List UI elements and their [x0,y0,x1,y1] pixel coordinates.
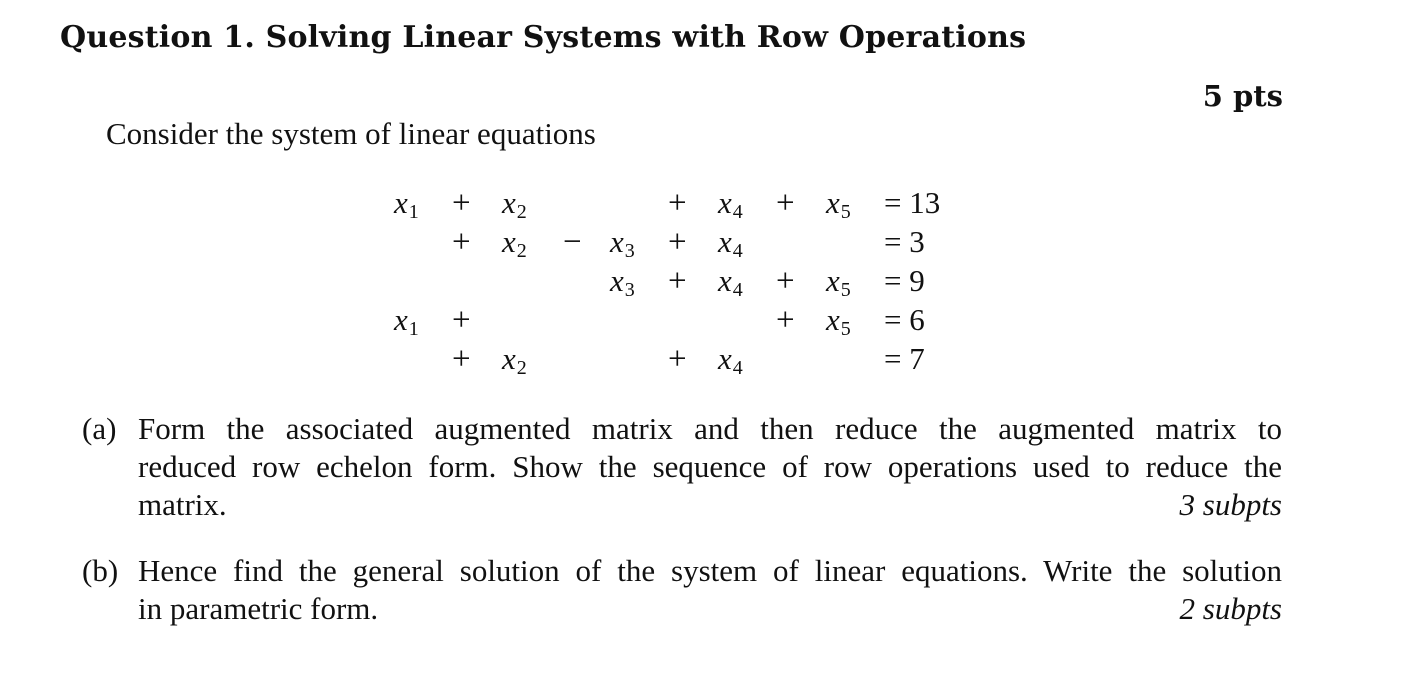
variable-symbol: x [826,263,840,298]
variable-symbol: x [718,263,732,298]
equation-rhs: = 7 [884,341,925,376]
variable-subscript: 1 [408,201,419,223]
equation-row [0,262,1000,300]
variable-x4 [718,262,743,309]
variable-subscript: 2 [516,201,527,223]
equation-row [0,184,1000,222]
operator-op3: + [668,185,687,221]
variable-symbol: x [610,224,624,259]
operator-op4: + [776,185,795,221]
equation-row [0,301,1000,339]
variable-subscript: 5 [840,318,851,340]
operator-op3: + [668,263,687,299]
variable-x2 [502,340,527,387]
variable-x1 [394,340,395,387]
variable-subscript: 4 [732,357,743,379]
variable-x2 [502,301,503,348]
variable-symbol: x [394,302,408,337]
variable-x4 [718,301,719,348]
part-b-label: (b) [82,553,119,588]
variable-symbol: x [394,185,408,220]
variable-x5 [826,340,827,387]
variable-x5 [826,184,851,231]
operator-op1: + [452,185,471,221]
operator-op4: + [776,263,795,299]
part-a-label: (a) [82,411,117,446]
variable-subscript: 5 [840,201,851,223]
variable-subscript: 2 [516,240,527,262]
variable-x3 [610,223,635,270]
variable-subscript: 4 [732,201,743,223]
variable-x1 [394,301,419,348]
variable-symbol: x [718,341,732,376]
operator-op1: + [452,341,471,377]
operator-op2: − [563,224,582,260]
equation-rhs: = 9 [884,263,925,298]
variable-subscript: 2 [516,357,527,379]
question-intro: Consider the system of linear equations [106,116,596,151]
variable-x1 [394,262,395,309]
variable-symbol: x [718,224,732,259]
question-points: 5 pts [1202,79,1283,113]
variable-symbol: x [502,224,516,259]
variable-symbol: x [502,341,516,376]
part-b-subpoints: 2 subpts [1179,591,1282,626]
equation-rhs: = 13 [884,185,941,220]
variable-x5 [826,223,827,270]
variable-subscript: 5 [840,279,851,301]
variable-subscript: 1 [408,318,419,340]
variable-x4 [718,340,743,387]
variable-x3 [610,184,611,231]
variable-x5 [826,301,851,348]
equation-row [0,223,1000,261]
part-b-line: in parametric form. [138,591,379,626]
variable-x3 [610,301,611,348]
part-a-line: Form the associated augmented matrix and then reduce the augmented matrix to [138,411,1282,446]
equation-rhs: = 3 [884,224,925,259]
part-a-line: matrix. [138,487,227,522]
variable-x1 [394,223,395,270]
operator-op3: + [668,341,687,377]
variable-subscript: 4 [732,279,743,301]
variable-symbol: x [718,185,732,220]
variable-symbol: x [826,302,840,337]
equation-rhs: = 6 [884,302,925,337]
question-title: Question 1. Solving Linear Systems with Row Operations [60,20,1027,55]
variable-x2 [502,184,527,231]
part-b-line: Hence find the general solution of the system of linear equations. Write the solution [138,553,1282,588]
variable-x4 [718,223,743,270]
variable-symbol: x [826,185,840,220]
variable-subscript: 3 [624,279,635,301]
variable-x3 [610,340,611,387]
variable-x2 [502,223,527,270]
part-b-text [138,552,1282,628]
variable-x5 [826,262,851,309]
variable-subscript: 3 [624,240,635,262]
operator-op3: + [668,224,687,260]
equation-row [0,340,1000,378]
variable-subscript: 4 [732,240,743,262]
operator-op1: + [452,224,471,260]
variable-symbol: x [502,185,516,220]
part-a-subpoints: 3 subpts [1179,487,1282,522]
variable-x4 [718,184,743,231]
variable-x2 [502,262,503,309]
variable-x1 [394,184,419,231]
variable-symbol: x [610,263,624,298]
part-a-text [138,410,1282,524]
operator-op1: + [452,302,471,338]
operator-op4: + [776,302,795,338]
part-a-line: reduced row echelon form. Show the sequence of row operations used to reduce the [138,449,1282,484]
variable-x3 [610,262,635,309]
